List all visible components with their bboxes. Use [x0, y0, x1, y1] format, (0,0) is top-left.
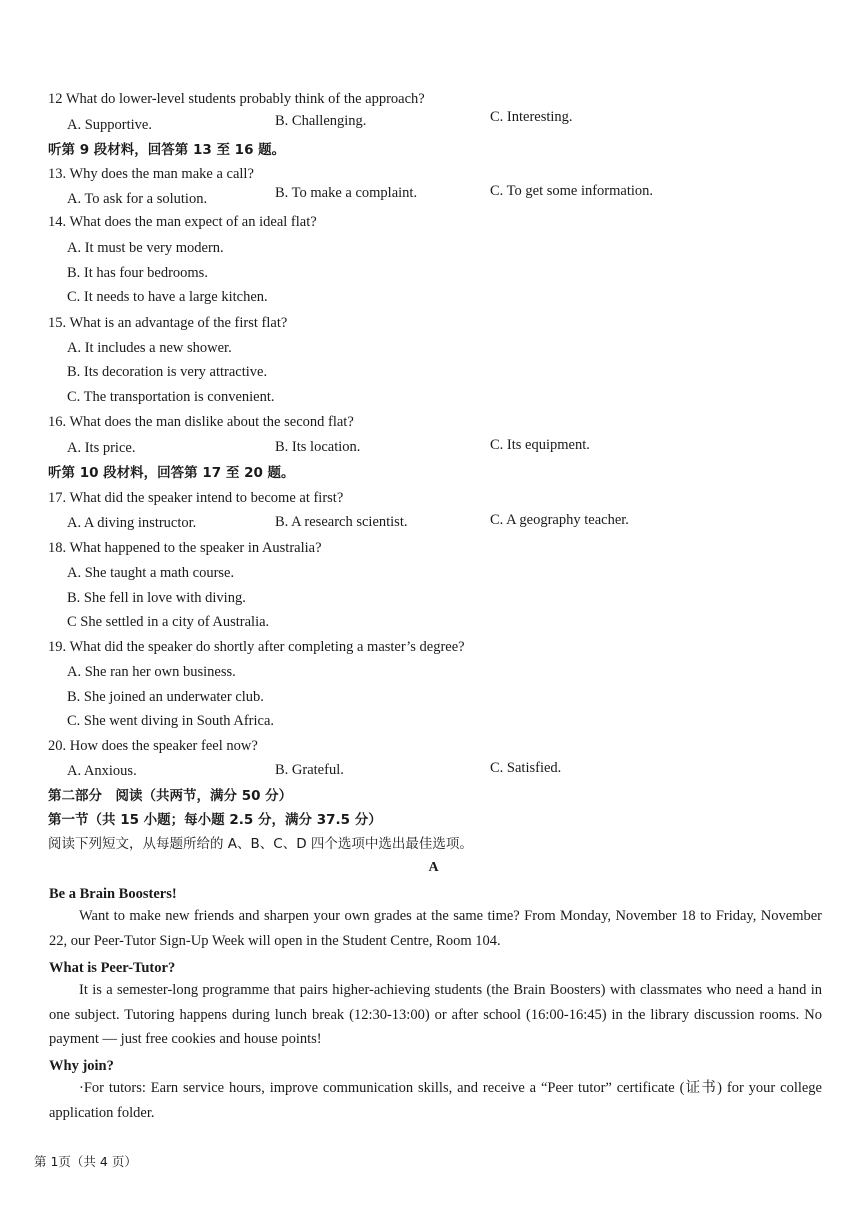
question-13-option-c: C. To get some information.: [490, 183, 654, 199]
question-20-option-b: B. Grateful.: [275, 762, 344, 778]
segment-10-instruction: 听第 10 段材料，回答第 17 至 20 题。: [48, 465, 295, 481]
question-12-stem: 12 What do lower-level students probably think of the approach?: [48, 91, 425, 107]
passage-title: Be a Brain Boosters!: [49, 886, 177, 902]
segment-9-instruction: 听第 9 段材料，回答第 13 至 16 题。: [48, 142, 286, 158]
question-13-stem: 13. Why does the man make a call?: [48, 166, 254, 182]
passage-paragraph-2: It is a semester-long programme that pairs higher-achieving students (the Brain Boosters) with classmates who need a hand in one subject. Tutoring happens during lunch break (12:30-13:00) or after school (16:00-16:45) in the library discussion rooms. No payment — just free cookies and house points!: [49, 982, 822, 1047]
question-14-option-c: C. It needs to have a large kitchen.: [67, 289, 268, 305]
question-19-stem: 19. What did the speaker do shortly after completing a master’s degree?: [48, 639, 465, 655]
question-12-option-a: A. Supportive.: [67, 117, 152, 133]
passage-label: A: [428, 860, 439, 875]
section-1-heading: 第一节（共 15 小题；每小题 2.5 分，满分 37.5 分）: [48, 812, 382, 828]
question-18-option-c: C She settled in a city of Australia.: [67, 614, 270, 630]
question-20-option-a: A. Anxious.: [67, 763, 137, 779]
question-17-option-b: B. A research scientist.: [275, 514, 408, 530]
question-19-option-c: C. She went diving in South Africa.: [67, 713, 275, 729]
question-14-option-a: A. It must be very modern.: [67, 240, 224, 256]
question-15-option-b: B. Its decoration is very attractive.: [67, 364, 268, 380]
question-19-option-b: B. She joined an underwater club.: [67, 689, 264, 705]
question-14-stem: 14. What does the man expect of an ideal flat?: [48, 214, 317, 230]
page-footer: 第 1页（共 4 页）: [34, 1154, 137, 1169]
question-16-option-a: A. Its price.: [67, 440, 136, 456]
question-18-option-a: A. She taught a math course.: [67, 565, 235, 581]
question-15-option-c: C. The transportation is convenient.: [67, 389, 275, 405]
question-15-stem: 15. What is an advantage of the first flat?: [48, 315, 288, 331]
question-18-option-b: B. She fell in love with diving.: [67, 590, 246, 606]
question-13-option-a: A. To ask for a solution.: [67, 191, 208, 207]
question-16-stem: 16. What does the man dislike about the second flat?: [48, 414, 354, 430]
question-17-stem: 17. What did the speaker intend to become at first?: [48, 490, 344, 506]
question-14-option-b: B. It has four bedrooms.: [67, 265, 208, 281]
question-12-option-b: B. Challenging.: [275, 113, 367, 129]
part-2-heading: 第二部分 阅读（共两节，满分 50 分）: [48, 788, 293, 804]
question-16-option-c: C. Its equipment.: [490, 437, 590, 453]
question-20-option-c: C. Satisfied.: [490, 760, 562, 776]
passage-subheading-why: Why join?: [49, 1058, 114, 1074]
question-18-stem: 18. What happened to the speaker in Australia?: [48, 540, 322, 556]
question-20-stem: 20. How does the speaker feel now?: [48, 738, 258, 754]
reading-instruction: 阅读下列短文，从每题所给的 A、B、C、D 四个选项中选出最佳选项。: [48, 836, 473, 852]
question-19-option-a: A. She ran her own business.: [67, 664, 236, 680]
question-17-option-a: A. A diving instructor.: [67, 515, 197, 531]
question-17-option-c: C. A geography teacher.: [490, 512, 629, 528]
question-13-option-b: B. To make a complaint.: [275, 185, 418, 201]
passage-paragraph-1: Want to make new friends and sharpen your own grades at the same time? From Monday, November 18 to Friday, November 22, our Peer-Tutor Sign-Up Week will open in the Student Centre, Room 104.: [49, 908, 822, 949]
question-16-option-b: B. Its location.: [275, 439, 361, 455]
question-12-option-c: C. Interesting.: [490, 109, 573, 125]
passage-bullet-tutors: ·For tutors: Earn service hours, improve communication skills, and receive a “Peer tutor” certificate (证书) for your college application folder.: [49, 1080, 822, 1121]
question-15-option-a: A. It includes a new shower.: [67, 340, 232, 356]
passage-subheading-what: What is Peer-Tutor?: [49, 960, 176, 976]
